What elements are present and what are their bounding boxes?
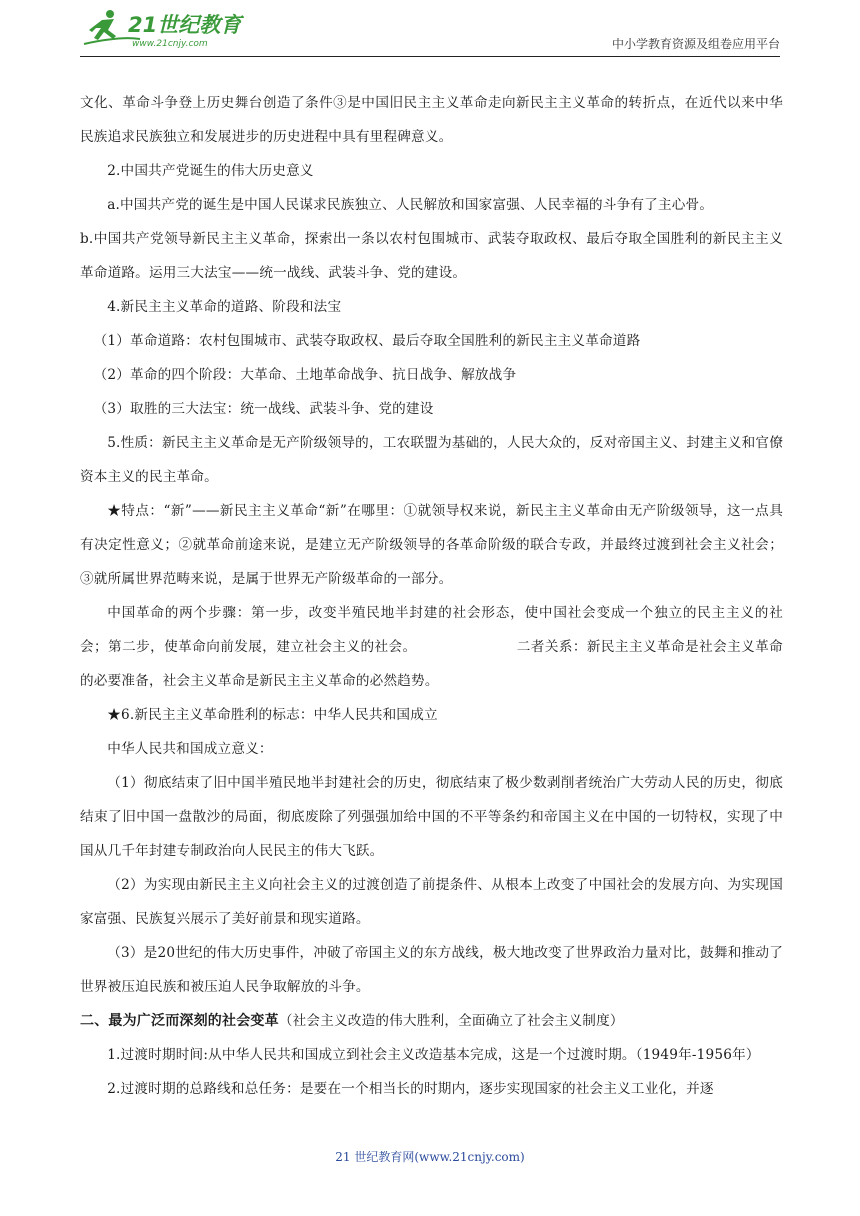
subheading-victory-sign: ★6.新民主主义革命胜利的标志：中华人民共和国成立 xyxy=(107,707,438,723)
section-heading-note: （社会主义改造的伟大胜利，全面确立了社会主义制度） xyxy=(278,1013,624,1029)
svg-text:www.21cnjy.com: www.21cnjy.com xyxy=(132,39,208,49)
subheading-party-significance: 2.中国共产党诞生的伟大历史意义 xyxy=(107,163,314,179)
list-item-treasures: （3）取胜的三大法宝：统一战线、武装斗争、党的建设 xyxy=(93,401,434,417)
paragraph-b: b.中国共产党领导新民主主义革命，探索出一条以农村包围城市、武装夺取政权、最后夺取全国胜利的新民主主义革命道路。运用三大法宝——统一战线、武装斗争、党的建设。 xyxy=(80,231,783,281)
paragraph-transition-period: 1.过渡时期时间:从中华人民共和国成立到社会主义改造基本完成，这是一个过渡时期。（1949年-1956年） xyxy=(107,1047,760,1063)
paragraph-two-steps xyxy=(80,596,783,698)
subheading-founding-significance: 中华人民共和国成立意义： xyxy=(107,741,273,757)
subheading-revolution-path: 4.新民主主义革命的道路、阶段和法宝 xyxy=(107,299,342,315)
document-body xyxy=(80,86,783,1106)
list-item-significance-3: （3）是20世纪的伟大历史事件，冲破了帝国主义的东方战线，极大地改变了世界政治力量对比，鼓舞和推动了世界被压迫民族和被压迫人民争取解放的斗争。 xyxy=(80,945,783,995)
list-item-stages: （2）革命的四个阶段：大革命、土地革命战争、抗日战争、解放战争 xyxy=(93,367,517,383)
relation-text: 二者关系：新民主主义革命是社会主义革命的必要准备，社会主义革命是新民主主义革命的必然趋势。 xyxy=(80,639,783,689)
two-steps-text: 中国革命的两个步骤：第一步，改变半殖民地半封建的社会形态，使中国社会变成一个独立的民主主义的社会；第二步，使革命向前发展，建立社会主义的社会。 xyxy=(80,605,783,655)
svg-text:21世纪教育: 21世纪教育 xyxy=(128,13,242,37)
paragraph-continuation: 文化、革命斗争登上历史舞台创造了条件③是中国旧民主主义革命走向新民主主义革命的转折点，在近代以来中华民族追求民族独立和发展进步的历史进程中具有里程碑意义。 xyxy=(80,95,783,145)
section-heading-2 xyxy=(80,1004,783,1038)
paragraph-features: ★特点：“新”——新民主主义革命“新”在哪里：①就领导权来说，新民主主义革命由无产阶级领导，这一点具有决定性意义；②就革命前途来说，是建立无产阶级领导的各革命阶级的联合专政，并最终过渡到社会主义社会；③就所属世界范畴来说，是属于世界无产阶级革命的一部分。 xyxy=(80,503,783,587)
paragraph-general-line: 2.过渡时期的总路线和总任务：是要在一个相当长的时期内，逐步实现国家的社会主义工业化，并逐 xyxy=(107,1081,714,1097)
page-footer: 21 世纪教育网(www.21cnjy.com) xyxy=(335,1150,525,1164)
site-logo xyxy=(80,6,250,50)
list-item-path: （1）革命道路：农村包围城市、武装夺取政权、最后夺取全国胜利的新民主主义革命道路 xyxy=(93,333,641,349)
paragraph-a: a.中国共产党的诞生是中国人民谋求民族独立、人民解放和国家富强、人民幸福的斗争有了主心骨。 xyxy=(107,197,714,213)
list-item-significance-2: （2）为实现由新民主主义向社会主义的过渡创造了前提条件、从根本上改变了中国社会的发展方向、为实现国家富强、民族复兴展示了美好前景和现实道路。 xyxy=(80,877,783,927)
paragraph-nature: 5.性质：新民主主义革命是无产阶级领导的，工农联盟为基础的，人民大众的，反对帝国主义、封建主义和官僚资本主义的民主革命。 xyxy=(80,435,783,485)
runner-logo-icon xyxy=(80,6,250,50)
platform-name: 中小学教育资源及组卷应用平台 xyxy=(611,37,780,51)
list-item-significance-1: （1）彻底结束了旧中国半殖民地半封建社会的历史，彻底结束了极少数剥削者统治广大劳动人民的历史，彻底结束了旧中国一盘散沙的局面，彻底废除了列强强加给中国的不平等条约和帝国主义在中国的一切特权，实现了中国从几千年封建专制政治向人民民主的伟大飞跃。 xyxy=(80,775,783,859)
section-heading-bold: 二、最为广泛而深刻的社会变革 xyxy=(80,1013,279,1029)
page-header xyxy=(80,0,780,57)
